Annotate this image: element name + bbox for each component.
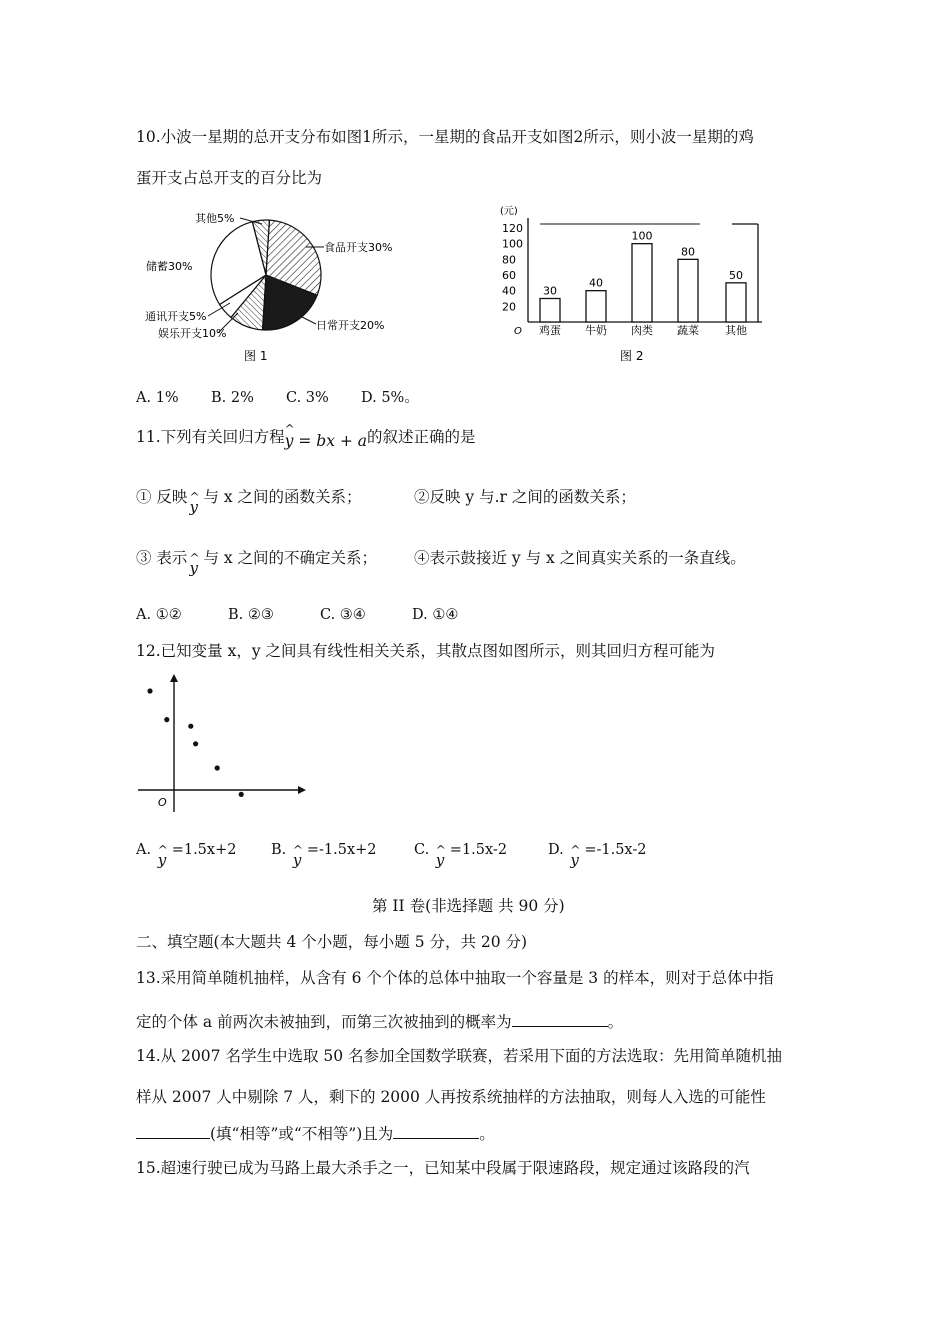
q11-option-b: B. ②③: [228, 607, 274, 623]
bar-value-label: 30: [543, 284, 557, 298]
scatter-point-4: [193, 741, 198, 746]
q12-option-a: A. ^ y =1.5x+2: [136, 840, 236, 860]
bar-y-tick-120: 120: [502, 222, 523, 235]
bar-牛奶: [586, 291, 606, 322]
bar-y-tick-80: 80: [502, 253, 516, 267]
scatter-point-3: [188, 724, 193, 729]
q11-stem-pre: 11.下列有关回归方程: [136, 428, 285, 446]
q10-line2: 蛋开支占总开支的百分比为: [136, 169, 323, 187]
q11-statement-4: ④表示鼓接近 y 与 x 之间真实关系的一条直线。: [414, 549, 746, 567]
bar-y-unit-label: (元): [500, 206, 518, 217]
scatter-plot: [130, 670, 310, 820]
q13-line1: 13.采用简单随机抽样，从含有 6 个个体的总体中抽取一个容量是 3 的样本，则对于总体中指: [136, 969, 774, 987]
bar-value-label: 40: [589, 276, 603, 290]
pie-label-ent: 娱乐开支10%: [158, 327, 227, 340]
figure2-caption: 图 2: [620, 349, 644, 363]
y-hat-symbol: ^ y: [187, 548, 203, 568]
bar-origin-label: O: [514, 326, 522, 337]
pie-label-daily: 日常开支20%: [316, 319, 385, 332]
q14-answer-blank-2[interactable]: [393, 1122, 479, 1139]
bar-chart-figure2: [500, 200, 770, 370]
q15-line1: 15.超速行驶已成为马路上最大杀手之一，已知某中段属于限速路段，规定通过该路段的汽: [136, 1159, 750, 1177]
q13-answer-blank[interactable]: [512, 1010, 608, 1027]
q11-option-d: D. ①④: [412, 607, 459, 623]
q11-stem-post: 的叙述正确的是: [367, 428, 476, 446]
bar-其他: [726, 283, 746, 322]
q13-line2: 定的个体 a 前两次未被抽到，而第三次被抽到的概率为 。: [136, 1010, 623, 1032]
bar-value-label: 100: [631, 229, 653, 243]
q11-stem: [136, 427, 476, 450]
bar-y-tick-20: 20: [502, 300, 516, 314]
bar-y-tick-60: 60: [502, 269, 516, 282]
scatter-point-1: [147, 688, 152, 693]
scatter-point-5: [215, 765, 220, 770]
scatter-point-6: [239, 792, 244, 797]
bar-鸡蛋: [540, 299, 560, 323]
pie-label-other: 其他5%: [195, 212, 235, 225]
bar-category-label: 肉类: [631, 324, 653, 337]
q11-statement-2: ②反映 y 与.r 之间的函数关系；: [414, 488, 636, 506]
bar-category-label: 牛奶: [585, 324, 607, 337]
bar-y-tick-100: 100: [502, 237, 523, 251]
q10-option-b: B. 2%: [211, 390, 254, 406]
q12-option-d: D. ^ y =-1.5x-2: [548, 840, 646, 860]
q12-stem: 12.已知变量 x，y 之间具有线性相关关系，其散点图如图所示，则其回归方程可能为: [136, 642, 716, 660]
pie-chart-figure1: [140, 200, 420, 370]
bar-category-label: 蔬菜: [677, 324, 699, 337]
q14-line1: 14.从 2007 名学生中选取 50 名参加全国数学联赛，若采用下面的方法选取：先用简单随机抽: [136, 1047, 783, 1065]
pie-label-food: 食品开支30%: [324, 241, 393, 254]
q11-statement-1: ① 反映 ^ y 与 x 之间的函数关系；: [136, 487, 362, 507]
scatter-origin-label: O: [158, 796, 167, 809]
regression-formula: ^ y = bx + a: [285, 431, 367, 451]
part2-title: 第 II 卷(非选择题 共 90 分): [372, 897, 565, 915]
q14-answer-blank-1[interactable]: [136, 1122, 210, 1139]
bar-value-label: 80: [681, 245, 695, 259]
scatter-point-2: [164, 717, 169, 722]
bar-value-label: 50: [729, 268, 743, 282]
figure1-caption: 图 1: [244, 349, 268, 363]
q14-line3: (填“相等”或“不相等”)且为 。: [136, 1122, 495, 1144]
y-hat-symbol: ^ y: [187, 487, 203, 507]
q14-line2: 样从 2007 人中剔除 7 人，剩下的 2000 人再按系统抽样的方法抽取，则每人入选的可能性: [136, 1088, 766, 1106]
pie-label-comm: 通讯开支5%: [145, 310, 207, 323]
fill-in-section-heading: 二、填空题(本大题共 4 个小题，每小题 5 分，共 20 分): [136, 933, 528, 951]
bar-category-label: 其他: [725, 324, 747, 337]
q12-option-b: B. ^ y =-1.5x+2: [271, 840, 377, 860]
bar-蔬菜: [678, 259, 698, 322]
bar-肉类: [632, 244, 652, 322]
pie-label-savings: 储蓄30%: [146, 260, 193, 273]
q12-option-c: C. ^ y =1.5x-2: [414, 840, 507, 860]
bar-category-label: 鸡蛋: [539, 324, 561, 337]
q10-line1: 10.小波一星期的总开支分布如图1所示，一星期的食品开支如图2所示，则小波一星期的鸡: [136, 128, 754, 146]
q11-option-a: A. ①②: [136, 607, 182, 623]
q10-option-a: A. 1%: [136, 390, 179, 406]
q10-option-c: C. 3%: [286, 390, 329, 406]
q11-option-c: C. ③④: [320, 607, 366, 623]
q10-option-d: D. 5%。: [361, 390, 419, 406]
bar-y-tick-40: 40: [502, 284, 516, 298]
q11-statement-3: ③ 表示 ^ y 与 x 之间的不确定关系；: [136, 548, 377, 568]
